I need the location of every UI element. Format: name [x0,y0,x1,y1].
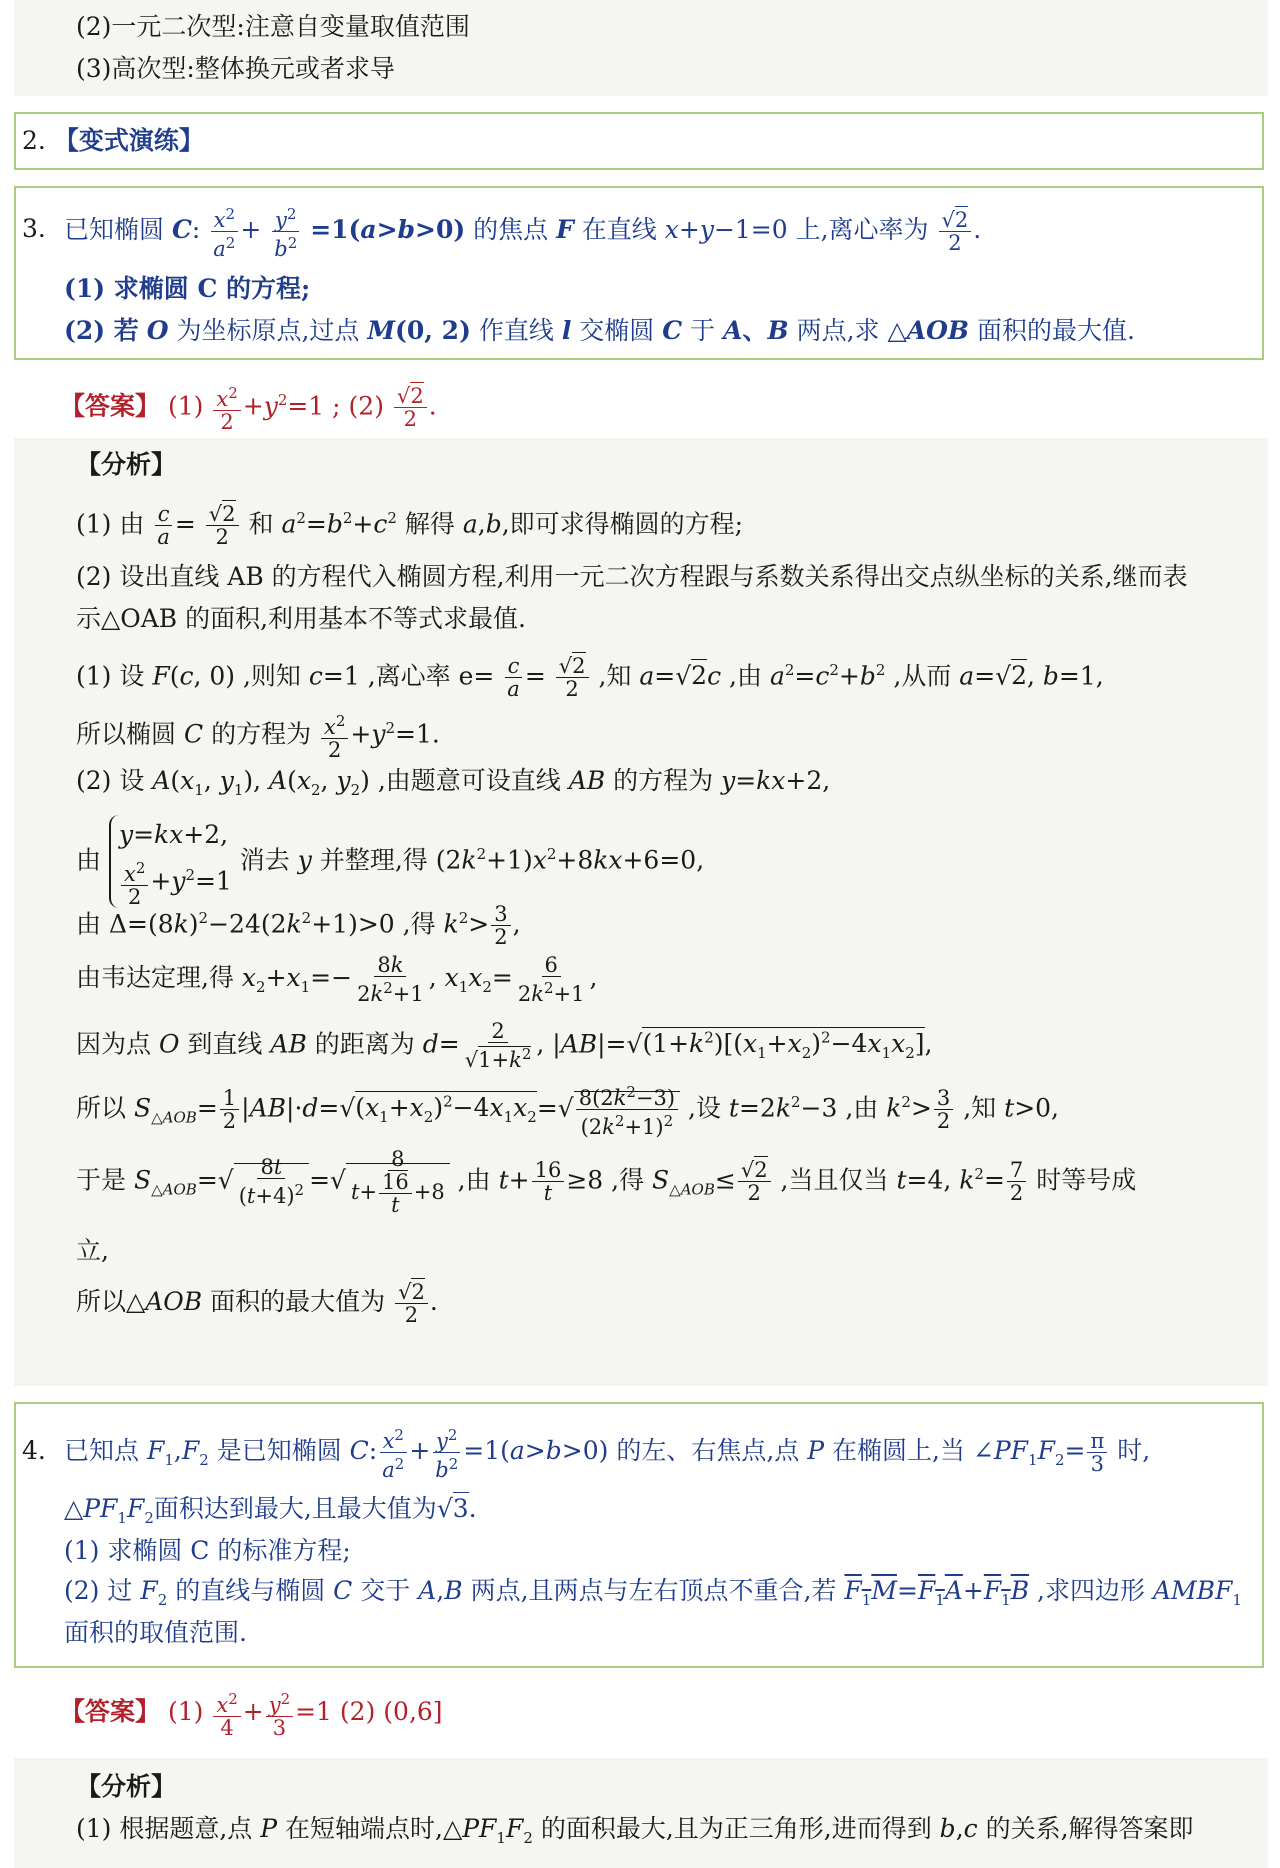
a3-l14-a: 所以△ [76,1287,146,1316]
analysis4-label: 【分析】 [76,1772,177,1801]
p3-q2-f: 两点,求 [796,316,880,345]
a3-l12-a: 于是 [76,1165,127,1195]
analysis3-line-8: 由 $\Delta=(8k)^2-24(2k^2+1)>0$ ,得 $k^2>$ $\frac{3}{2}$ , [76,902,521,950]
a3-l10-c: 的距离为 [314,1029,415,1059]
problem4-question-2: (2) 过 $F_2$ 的直线与椭圆 C 交于 A,B 两点,且两点与左右顶点不重合,若 $F_1M=F_1A+F_1B$ ,求四边形 $AMBF_1$ [64,1576,1242,1609]
a3-l6-b: ,由题意可设直线 [377,766,561,795]
frac-8t: $\frac{8t}{(t+4)^2}$ [238,1155,305,1209]
frac-8k: $\frac{8k}{2k^2+1}$ [357,953,424,1006]
a3-l4-b: ,则知 [242,661,301,691]
p3-frac-y2b2: $\frac{y^2}{b^2}$ [271,203,300,260]
p4-frac-pi3: $\frac{\pi}{3}$ [1087,1430,1107,1475]
analysis3-line-11: 所以 $S_{\triangle AOB}=$ $\frac{1}{2}$ $|AB|\cdot d=√(x_1+x_2)^2-4x_1x_2=√$ $\frac{8(2k^2-3)}{(2k^2+1)^2}$ ,设 $t=2k^2-3$ ,由 $k^2>$ $\frac{3}{2}$ ,知 t>0, [76,1083,1059,1140]
a3-l1-d: ,即可求得椭圆的方程; [501,509,744,539]
a4-frac-y2-3: $\frac{y^2}{3}$ [266,1688,293,1739]
section2-num: 2. [22,126,46,155]
section2-title: 【变式演练】 [53,126,204,155]
answer4-part1: (1) [167,1697,204,1726]
method-line-2: (2)一元二次型:注意自变量取值范围 [76,12,470,41]
frac-16-t-b: $\frac{16}{t}$ [532,1159,565,1204]
p4-stem-d: 在椭圆上,当 [832,1436,965,1465]
section-number [22,124,204,158]
problem4-question-2-cont: 面积的取值范围. [64,1618,247,1647]
answer-3: 【答案】 (1) $\frac{x^2}{2}$ $+y^2=1$ ; (2) $\frac{√2}{2}$ . [60,384,437,435]
frac-sqrt2-2-b: $\frac{√2}{2}$ [556,655,589,700]
frac-sqrt2-2-d: $\frac{√2}{2}$ [395,1281,428,1326]
a3-l12-c: ,得 [611,1165,645,1195]
a3-l1-b: 和 [248,509,274,539]
analysis3-label: 【分析】 [76,450,177,479]
answer-4: 【答案】 (1) $\frac{x^2}{4}$ + $\frac{y^2}{3}$ =1 (2) (0,6] [60,1690,443,1740]
a3-l7-c: 并整理,得 [319,845,428,875]
p3-q2-c: 作直线 [478,316,554,345]
a3-l12-b: ,由 [457,1165,491,1195]
a3-l4-d: ,知 [598,661,632,691]
analysis4-line-1: (1) 根据题意,点 P 在短轴端点时$,\triangle PF_1F_2$ 的面积最大,且为正三角形,进而得到 b,c 的关系,解得答案即 [76,1814,1194,1847]
analysis3-line-3: 示△OAB 的面积,利用基本不等式求最值. [76,604,526,633]
answer3-part1: (1) [167,391,204,421]
a3-l1-a: (1) 由 [76,509,145,539]
analysis3-line-6: (2) 设 $A(x_1$, $y_1$), $A(x_2$, $y_2$) ,由题意可设直线 AB 的方程为 y=kx+2, [76,766,831,799]
a3-l12-d: ,当且仅当 [780,1165,889,1195]
a4-l1-d: 的关系,解得答案即 [985,1814,1194,1843]
p4-q2-c: 交于 [360,1576,411,1605]
analysis3-line-9: 由韦达定理,得 $x_2+x_1=-$ $\frac{8k}{2k^2+1}$ , $x_1x_2=$ $\frac{6}{2k^2+1}$ , [76,953,598,1006]
problem4-line-2: $\triangle PF_1F_2$面积达到最大,且最大值为√3. [64,1494,477,1527]
problem4-question-1: (1) 求椭圆 C 的标准方程; [64,1536,351,1565]
analysis3-line-10: 因为点 O 到直线 AB 的距离为 d= $\frac{2}{√1+k^2}$ , $|AB|=√(1+k^2)[(x_1+x_2)^2-4x_1x_2]$, [76,1019,933,1073]
a3-l4-a: (1) 设 [76,661,145,691]
section-variant-practice [14,112,1264,170]
analysis3-line-14: 所以△AOB 面积的最大值为 $\frac{√2}{2}$ . [76,1280,438,1327]
frac-8-over: 8 t+ $\frac{16}{t}$ +8 [350,1146,445,1217]
p4-frac-y2b2: $\frac{y^2}{b^2}$ [432,1424,461,1481]
a3-l8-a: 由 [76,909,102,939]
p3-stem-d: 上,离心率为 [795,215,929,244]
a3-l4-f: ,从而 [893,661,952,691]
problem-3-box [14,186,1264,360]
frac-x2-2-sys: $\frac{x^2}{2}$ [121,857,148,908]
analysis3-line-2: (2) 设出直线 AB 的方程代入椭圆方程,利用一元二次方程跟与系数关系得出交点纵坐标的关系,继而表 [76,562,1188,591]
p4-l2-a: 面积达到最大,且最大值为 [153,1494,437,1523]
method-summary-block [14,0,1268,96]
p3-stem-b: 的焦点 [473,215,549,244]
a3-l11-a: 所以 [76,1093,127,1123]
answer4-label: 【答案】 [60,1697,161,1726]
p4-stem-c: 的左、右焦点,点 [616,1436,800,1465]
a3-l11-c: ,由 [845,1093,879,1123]
problem4-stem: 已知点 $F_1,F_2$ 是已知椭圆 C: $\frac{x^2}{a^2}$ + $\frac{y^2}{b^2}$ =1(a>b>0) 的左、右焦点,点 P 在椭圆上,当 $\angle PF_1F_2=$ $\frac{\pi}{3}$ 时, [64,1426,1151,1482]
a3-frac-x2-2: $\frac{x^2}{2}$ [213,382,240,433]
frac-area: $\frac{8(2k^2-3)}{(2k^2+1)^2}$ [576,1081,678,1138]
frac-c-a: $\frac{c}{a}$ [154,503,173,548]
a4-l1-b: 在短轴端点时,△ [285,1814,463,1843]
p4-stem-e: 时, [1117,1436,1151,1465]
a3-l11-d: ,知 [963,1093,997,1123]
answer3-part2: ; (2) [332,391,384,421]
a3-l7-a: 由 [76,845,102,875]
a3-frac-sqrt2-2: $\frac{√2}{2}$ [394,385,427,430]
a4-l1-c: 的面积最大,且为正三角形,进而得到 [540,1814,932,1843]
analysis-4-block [14,1758,1268,1868]
a3-l6-a: (2) 设 [76,766,145,795]
problem3-question-1: (1) 求椭圆 C 的方程; [64,274,311,303]
a3-l5-a: 所以椭圆 [76,719,177,749]
problem3-stem: 已知椭圆 C: $\frac{x^2}{a^2}$ + $\frac{y^2}{b^2}$ =1(a>b>0) 的焦点 F 在直线 x+y−1=0 上,离心率为 $\frac{√2}{2}$ . [64,205,982,261]
p3-q2-a: (2) 若 [64,316,139,345]
frac-d: $\frac{2}{√1+k^2}$ [464,1019,532,1073]
analysis3-line-12: 于是 $S_{\triangle AOB}=√$ $\frac{8t}{(t+4)^2}$ =√ 8 t+ $\frac{16}{t}$ +8 ,由 t+ $\frac{16}{t}$ ≥8 ,得 $S_{\triangle AOB}\le$ $\frac{√2}{2}$ ,当且仅当 t=4, $k^2=$ $\frac{7}{2}$ 时等号成 [76,1146,1137,1217]
frac-3-2-b: $\frac{3}{2}$ [934,1087,953,1132]
p3-frac-x2a2: $\frac{x^2}{a^2}$ [210,203,238,260]
a3-l8-b: ,得 [402,909,436,939]
a3-l1-c: 解得 [404,509,455,539]
p4-q2-a: (2) 过 [64,1576,133,1605]
analysis3-line-4: (1) 设 F(c, 0) ,则知 c=1 ,离心率 e= $\frac{c}{a}$ = $\frac{√2}{2}$ ,知 a=√2c ,由 $a^2=c^2+b^2$ ,从而 a=√2, b=1, [76,654,1104,702]
p4-q2-e: ,求四边形 [1037,1576,1145,1605]
frac-sqrt2-2-c: $\frac{√2}{2}$ [738,1159,771,1204]
p4-stem-a: 已知点 [64,1436,140,1465]
frac-c-a-2: $\frac{c}{a}$ [504,655,523,700]
analysis3-line-1: (1) 由 $\frac{c}{a}$ = $\frac{√2}{2}$ 和 $a^2=b^2+c^2$ 解得 a,b,即可求得椭圆的方程; [76,502,744,550]
a3-l11-b: ,设 [688,1093,721,1123]
p3-q2-d: 交椭圆 [579,316,655,345]
method-line-3: (3)高次型:整体换元或者求导 [76,54,395,83]
frac-6: $\frac{6}{2k^2+1}$ [517,953,585,1006]
p4-q2-d: 两点,且两点与左右顶点不重合,若 [470,1576,837,1605]
a3-l9-a: 由韦达定理,得 [76,963,234,992]
answer3-label: 【答案】 [60,391,161,421]
answer4-part2: (2) (0,6] [339,1697,443,1726]
a3-l12-e: 时等号成 [1036,1165,1137,1195]
a3-l10-a: 因为点 [76,1029,152,1059]
analysis3-line-13: 立, [76,1236,109,1265]
p3-q2-e: 于 [690,316,716,345]
a3-l6-c: 的方程为 [613,766,714,795]
p3-q2-b: 为坐标原点,过点 [176,316,360,345]
frac-16-t: $\frac{16}{t}$ [379,1171,412,1216]
p3-stem-c: 在直线 [581,215,657,244]
a4-frac-x2-4: $\frac{x^2}{4}$ [213,1688,240,1739]
frac-1-2: $\frac{1}{2}$ [220,1087,239,1132]
frac-7-2: $\frac{7}{2}$ [1007,1159,1026,1204]
equation-system: y=kx+2, $\frac{x^2}{2}$ $+y^2=1$ [109,815,232,908]
p4-frac-x2a2: $\frac{x^2}{a^2}$ [379,1424,407,1481]
p3-stem-a: 已知椭圆 [64,215,165,244]
frac-x2-2: $\frac{x^2}{2}$ [321,710,348,761]
p3-frac-sqrt2-2: $\frac{√2}{2}$ [939,209,972,254]
frac-sqrt2-2: $\frac{√2}{2}$ [206,503,239,548]
p4-q2-b: 的直线与椭圆 [175,1576,326,1605]
p3-q2-g: 面积的最大值. [977,316,1135,345]
problem-4-box [14,1402,1264,1668]
a3-l10-b: 到直线 [187,1029,263,1059]
p4-stem-b: 是已知椭圆 [216,1436,342,1465]
analysis3-line-5: 所以椭圆 C 的方程为 $\frac{x^2}{2}$ $+y^2=1$. [76,712,440,763]
frac-3-2: $\frac{3}{2}$ [491,903,510,948]
a3-l14-b: 面积的最大值为 [210,1287,386,1316]
a3-l4-e: ,由 [729,661,762,691]
analysis-3-block [14,438,1268,1386]
a3-l7-b: 消去 [239,845,290,875]
problem3-number: 3. [22,214,46,243]
a3-l5-b: 的方程为 [211,719,312,749]
problem4-number: 4. [22,1436,46,1465]
a4-l1-a: (1) 根据题意,点 [76,1814,253,1843]
problem3-question-2: (2) 若 O 为坐标原点,过点 M(0, 2) 作直线 l 交椭圆 C 于 A、B 两点,求 △AOB 面积的最大值. [64,316,1135,345]
analysis3-line-7: 由 y=kx+2, $\frac{x^2}{2}$ $+y^2=1$ 消去 y 并整理,得 $(2k^2+1)x^2+8kx+6=0$, [76,804,704,910]
a3-l4-c: ,离心率 [367,661,451,691]
